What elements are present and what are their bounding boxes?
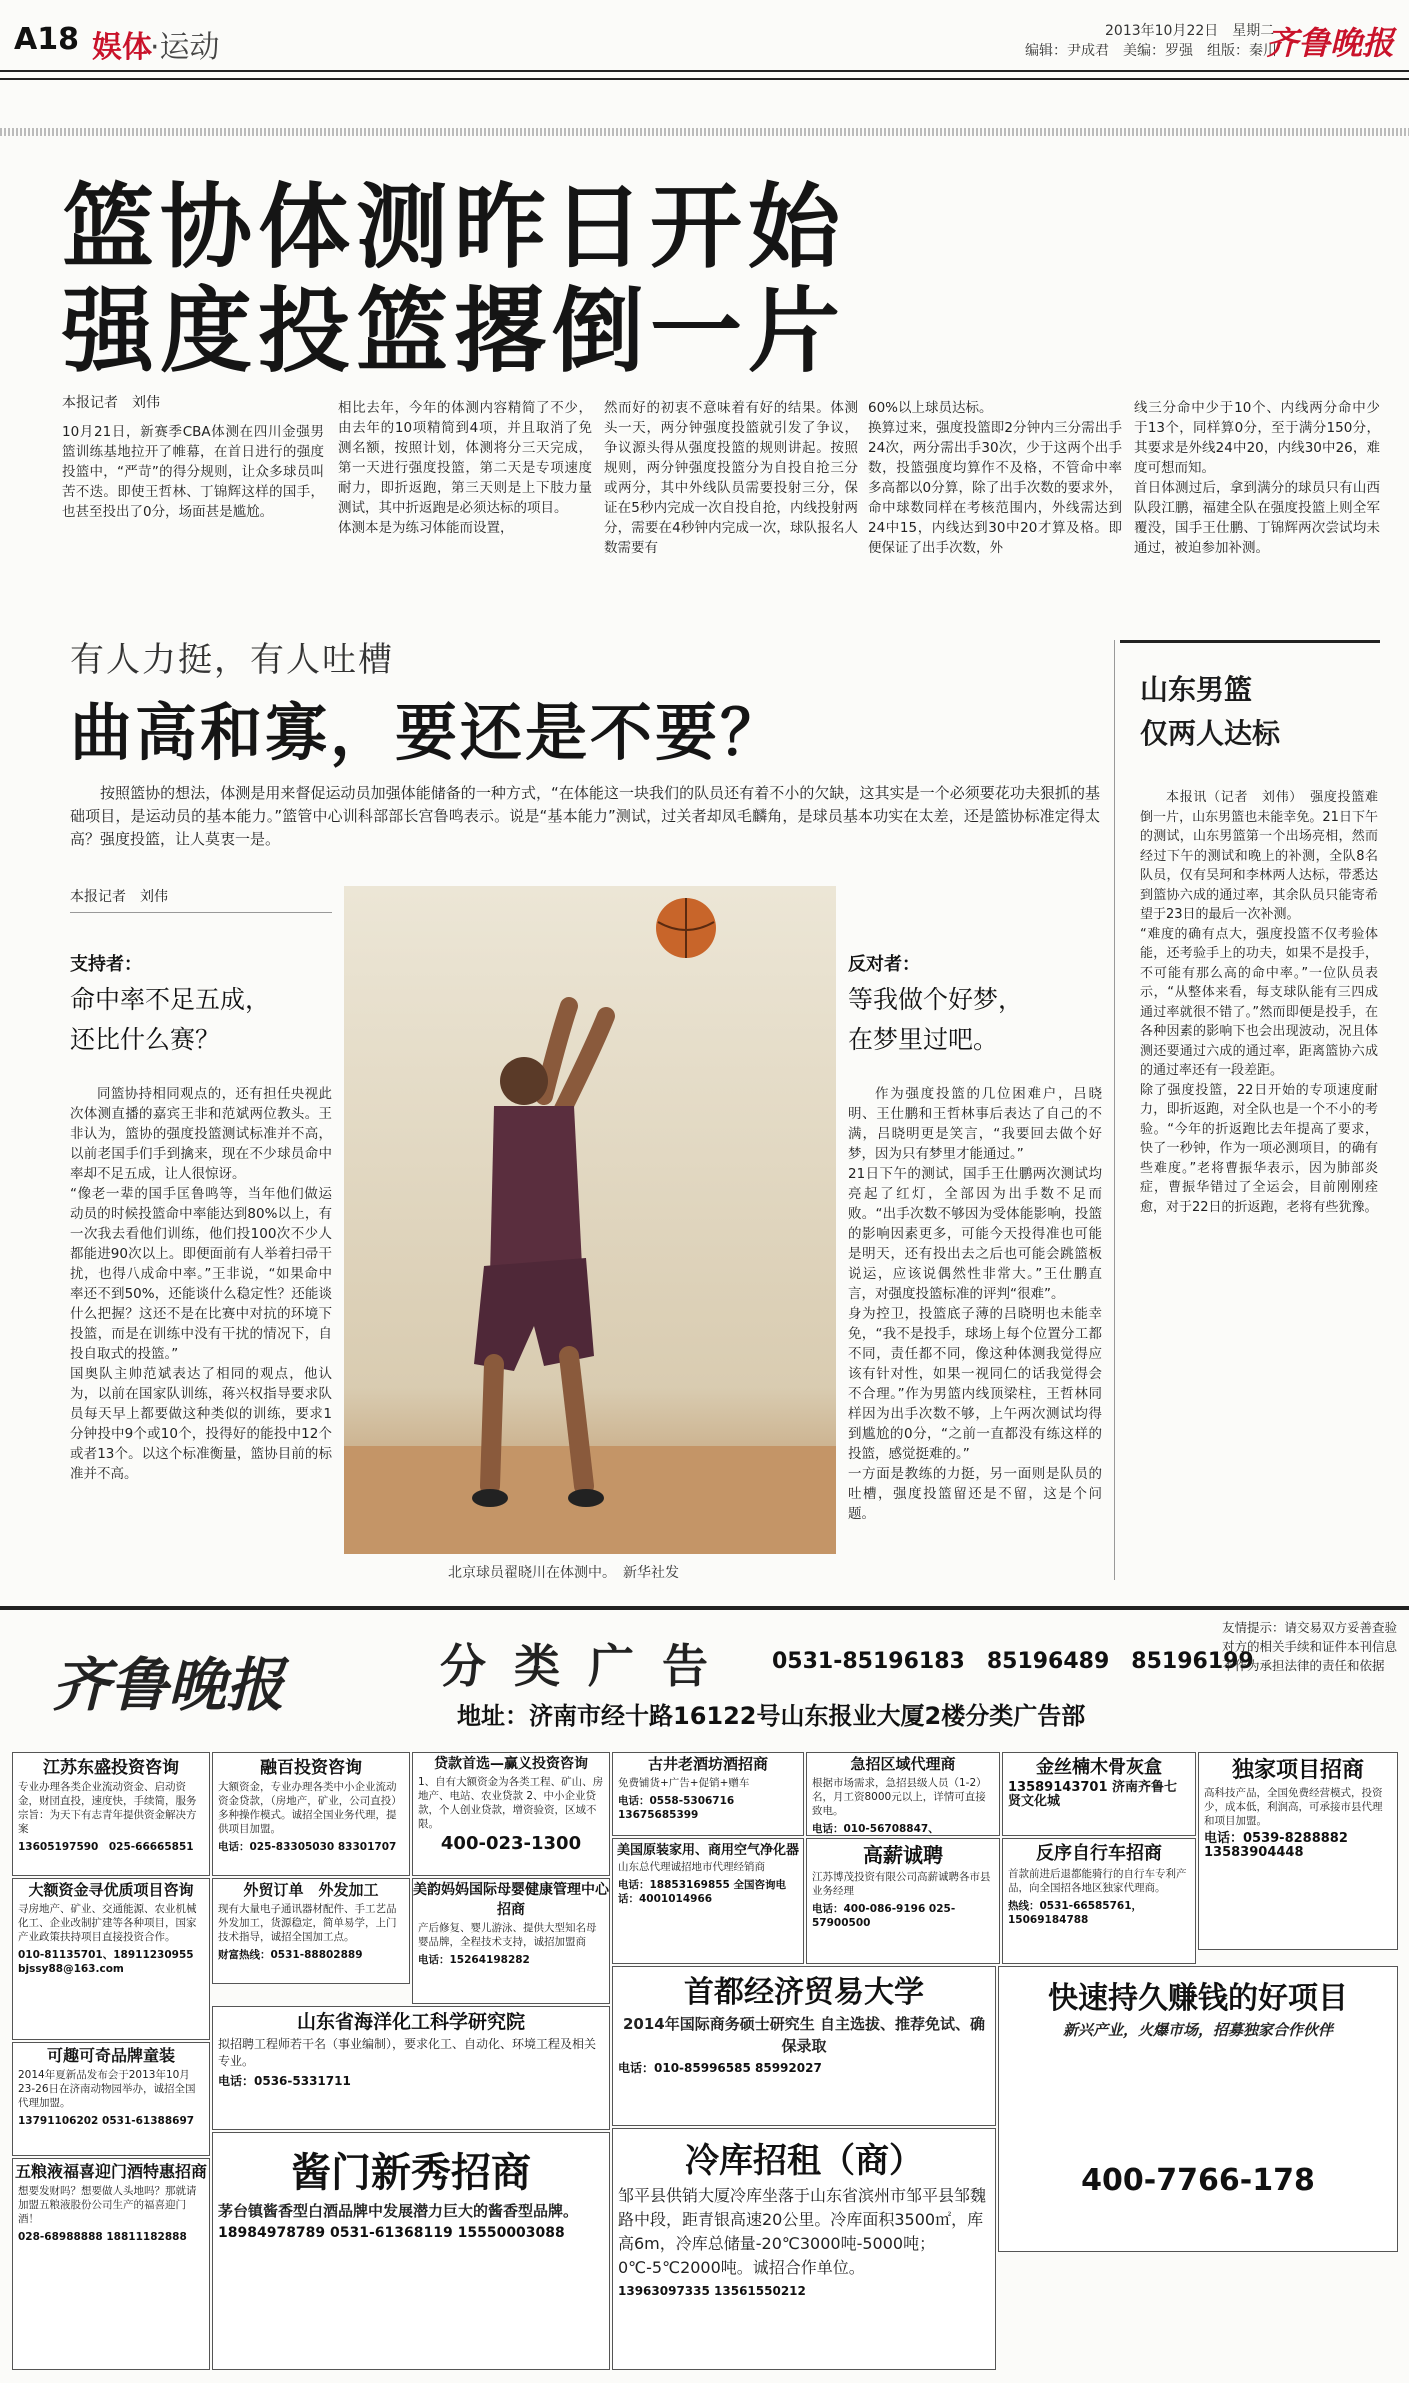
side-title	[1140, 668, 1280, 756]
supporter-label: 支持者：	[70, 954, 142, 975]
main-col-1: 10月21日，新赛季CBA体测在四川金强男篮训练基地拉开了帷幕，在首日进行的强度投篮中，“严苛”的得分规则，让众多球员叫苦不迭。即使王哲林、丁锦辉这样的国手，也甚至投出了0分，场面甚是尴尬。	[62, 424, 324, 520]
main-headline	[62, 176, 846, 384]
classified-title: 分 类 广 告	[440, 1639, 715, 1693]
ad-rongbai[interactable]: 融百投资咨询 大额资金，专业办理各类中小企业流动资金贷款，（房地产，矿业，公司直投）多种操作模式。诚招全国业务代理，提供项目加盟。 电话：025-83305030 83301707	[212, 1752, 410, 1876]
player-photo	[344, 886, 836, 1554]
ad-urgent-agent[interactable]: 急招区域代理商 根据市场需求，急招县级人员（1-2）名，月工资8000元以上，详情可直接致电。 电话：010-56708847、	[806, 1752, 1000, 1836]
opponent-quote-line1: 等我做个好梦，	[848, 985, 1024, 1014]
supporter-text: 同篮协持相同观点的，还有担任央视此次体测直播的嘉宾王非和范斌两位教头。王非认为，篮协的强度投篮测试标准并不高，以前老国手们手到擒来，现在不少球员命中率却不足五成，让人很惊讶。 “像老一辈的国手匡鲁鸣等，当年他们做运动员的时候投篮命中率能达到80%以上，有一次我去看他们训练，他们投100次不少人都能进90次以上。即便面前有人举着扫帚干扰，也得八成命中率。”王非说，“如果命中率还不到50%，还能谈什么稳定性？还能谈什么把握？这还不是在比赛中对抗的环境下投篮，而是在训练中没有干扰的情况下，自投自取式的投篮。” 国奥队主帅范斌表达了相同的观点，他认为，以前在国家队训练，蒋兴权指导要求队员每天早上都要做这种类似的训练，要求1分钟投中9个或10个，投得好的能投中12个或者13个。以这个标准衡量，篮协目前的标准并不高。	[70, 1086, 332, 1482]
ad-cueb[interactable]: 首都经济贸易大学 2014年国际商务硕士研究生 自主选拔、推荐免试、确保录取 电话：010-85996585 85992027	[612, 1966, 996, 2126]
ad-jiangmen[interactable]: 酱门新秀招商 茅台镇酱香型白酒品牌中发展潜力巨大的酱香型品牌。 18984978789 0531-61368119 15550003088	[212, 2132, 610, 2370]
main-col-2: 相比去年，今年的体测内容精简了不少，由去年的10项精简到4项，并且取消了免测名额，按照计划，体测将分三天完成，第一天进行强度投篮，第二天是专项速度耐力，即折返跑，第三天则是上下肢力量测试，其中折返跑是必须达标的项目。 体测本是为练习体能而设置，	[338, 400, 592, 536]
opponent-quote-line2: 在梦里过吧。	[848, 1025, 999, 1054]
ad-exclusive-project[interactable]: 独家项目招商 高科技产品，全国免费经营模式，投资少，成本低，利润高，可承接市县代理和项目加盟。 电话：0539-8288882 13583904448	[1198, 1752, 1398, 1950]
ad-marine-chem[interactable]: 山东省海洋化工科学研究院 拟招聘工程师若干名（事业编制），要求化工、自动化、环境工程及相关专业。 电话：0536-5331711	[212, 2006, 610, 2130]
ad-big-capital[interactable]: 大额资金寻优质项目咨询 寻房地产、矿业、交通能源、农业机械化工、企业改制扩建等各种项目，国家产业政策扶持项目直接投资合作。 010-81135701、18911230955 bjssy88@163.com	[12, 1878, 210, 2040]
side-title-line2: 仅两人达标	[1140, 717, 1281, 750]
main-col-4: 60%以上球员达标。 换算过来，强度投篮即2分钟内三分需出手24次，两分需出手30次，少于这两个出手数，投篮强度均算作不及格，不管命中率多高都以0分算，除了出手次数的要求外，命中球数同样在考核范围内，外线需达到24中15，内线达到30中20才算及格。即便保证了出手次数，外	[868, 400, 1122, 556]
classified-logo-box	[12, 1624, 402, 1742]
side-title-line1: 山东男篮	[1140, 673, 1253, 706]
supporter-quote-line2: 还比什么赛？	[70, 1025, 221, 1054]
opponent-text: 作为强度投篮的几位困难户，吕晓明、王仕鹏和王哲林事后表达了自己的不满，吕晓明更是笑言，“我要回去做个好梦，因为只有梦里才能通过。” 21日下午的测试，国手王仕鹏两次测试均亮起了红灯，全部因为出手数不足而败。“出手次数不够因为受体能影响，投篮的影响因素更多，可能今天投得准也可能是明天，还有投出去之后也可能会跳篮板说运，应该说偶然性非常大。”王仕鹏直言，对强度投篮标准的评判“很难”。 身为控卫，投篮底子薄的吕晓明也未能幸免，“我不是投手，球场上每个位置分工都不同，责任都不同，像这种体测我觉得应该有针对性，如果一视同仁的话我觉得会不合理。”作为男篮内线顶梁柱，王哲林同样因为出手次数不够，上午两次测试均得到尴尬的0分，“之前一直都没有练这样的投篮，感觉挺难的。” 一方面是教练的力挺，另一面则是队员的吐槽，强度投篮留还是不留，这是个问题。	[848, 1086, 1102, 1522]
main-col-5: 线三分命中少于10个、内线两分命中少于13个，同样算0分，至于满分150分，其要求是外线24中20，内线30中26，难度可想而知。 首日体测过后，拿到满分的球员只有山西队段江鹏，福建全队在强度投篮上则全军覆没，国手王仕鹏、丁锦辉两次尝试均未通过，被迫参加补测。	[1134, 400, 1380, 556]
main-headline-line1: 篮协体测昨日开始	[62, 174, 847, 281]
ad-air-purifier[interactable]: 美国原装家用、商用空气净化器 山东总代理诚招地市代理经销商 电话：18853169855 全国咨询电话：4001014966	[612, 1838, 804, 1964]
opponent-quote	[848, 980, 1023, 1060]
second-lead: 按照篮协的想法，体测是用来督促运动员加强体能储备的一种方式，“在体能这一块我们的队员还有着不小的欠缺，这其实是一个必须要花功夫狠抓的基础项目，是运动员的基本能力。”篮管中心训科部部长宫鲁鸣表示。说是“基本能力”测试，过关者却凤毛麟角，是球员基本功实在太差，还是篮协标准定得太高？强度投篮，让人莫衷一是。	[70, 784, 1100, 848]
ad-foreign-trade[interactable]: 外贸订单 外发加工 现有大量电子通讯器材配件、手工艺品外发加工，货源稳定，简单易学，上门技术指导，诚招全国加工点。 财富热线：0531-88802889	[212, 1878, 410, 1984]
section-sub: ·运动	[150, 30, 220, 65]
ad-meiyun-mama[interactable]: 美韵妈妈国际母婴健康管理中心招商 产后修复、婴儿游泳、提供大型知名母婴品牌，全程技术支持，诚招加盟商 电话：15264198282	[412, 1878, 610, 2004]
ads-rule	[0, 1606, 1409, 1610]
ad-jiangsu-dongsheng[interactable]: 江苏东盛投资咨询 专业办理各类企业流动资金、启动资金，财団直投，速度快，手续简，服务宗旨：为天下有志青年提供资金解决方案 13605197590 025-66665851	[12, 1752, 210, 1876]
side-rule	[1120, 640, 1380, 643]
ad-wuliangye[interactable]: 五粮液福喜迎门酒特惠招商 想要发财吗？想要做人头地吗？那就请加盟五粮液股份公司生产的福喜迎门酒！ 028-68988888 18811182888	[12, 2158, 210, 2370]
supporter-quote	[70, 980, 270, 1060]
divider	[70, 912, 332, 913]
side-text: 本报讯（记者 刘伟） 强度投篮难倒一片，山东男篮也未能幸免。21日下午的测试，山东男篮第一个出场亮相，然而经过下午的测试和晚上的补测，全队8名队员，仅有吴珂和李林两人达标，带悉达到篮协六成的通过率，其余队员只能寄希望于23日的最后一次补测。 “难度的确有点大，强度投篮不仅考验体能，还考验手上的功夫，如果不是投手，不可能有那么高的命中率。”一位队员表示，“从整体来看，每支球队能有三四成通过率就很不错了。”然而即便是投手，在各种因素的影响下也会出现波动，况且体测还要通过六成的通过率，距离篮协六成的通过率还有一段差距。 除了强度投篮，22日开始的专项速度耐力，即折返跑，对全队也是一个不小的考验。“今年的折返跑比去年提高了要求，快了一秒钟，作为一项必测项目，的确有些难度。”老将曹振华表示，因为肺部炎症，曹振华错过了全运会，目前刚刚痊愈，对于22日的折返跑，老将有些犹豫。	[1140, 790, 1378, 1215]
ad-yingyi[interactable]: 贷款首选—赢义投资咨询 1、自有大额资金为各类工程、矿山、房地产、电站、农业贷款 2、中小企业贷款，个人创业贷款，增资验资，区域不限。 400-023-1300	[412, 1752, 610, 1876]
newspaper-logo: 齐鲁晚报	[1266, 24, 1395, 62]
ad-reverse-bike[interactable]: 反序自行车招商 首款前进后退都能骑行的自行车专利产品，向全国招各地区独家代理商。 热线：0531-66585761，15069184788	[1002, 1838, 1196, 1964]
ad-gujing[interactable]: 古井老酒坊酒招商 免费铺货+广告+促销+赠车 电话：0558-5306716 13675685399	[612, 1752, 804, 1836]
photo-caption: 北京球员翟晓川在体测中。 新华社发	[448, 1565, 679, 1581]
editors-line: 编辑：尹成君 美编：罗强 组版：秦川	[1025, 43, 1277, 59]
classified-tip: 友情提示：请交易双方妥善查验对方的相关手续和证件本刊信息不作为承担法律的责任和依据	[1222, 1620, 1398, 1673]
classified-header	[12, 1618, 1397, 1746]
ad-grid	[12, 1752, 1397, 2372]
player-photo-image	[344, 886, 836, 1554]
section-name: 娱体	[92, 30, 152, 65]
second-headline: 曲高和寡，要还是不要？	[70, 696, 786, 769]
ad-keqi-kids[interactable]: 可趣可奇品牌童装 2014年夏新品发布会于2013年10月23-26日在济南动物园举办，诚招全国代理加盟。 13791106202 0531-61388697	[12, 2042, 210, 2156]
decorative-band	[0, 128, 1409, 136]
classified-address: 地址：济南市经十路16122号山东报业大厦2楼分类广告部	[457, 1702, 1086, 1730]
main-col-3: 然而好的初衷不意味着有好的结果。体测头一天，两分钟强度投篮就引发了争议，争议源头得从强度投篮的规则讲起。按照规则，两分钟强度投篮分为自投自抢三分或两分，其中外线队员需要投射三分，保证在5秒内完成一次自投自抢，内线投射两分，需要在4秒钟内完成一次，球队报名人数需要有	[604, 400, 858, 556]
opponent-label: 反对者：	[848, 954, 920, 975]
second-byline: 本报记者 刘伟	[70, 889, 168, 905]
issue-date: 2013年10月22日 星期二	[1105, 23, 1275, 39]
side-divider	[1114, 640, 1115, 1580]
main-byline: 本报记者 刘伟	[62, 395, 160, 411]
classified-phones: 0531-85196183 85196489 85196199	[772, 1649, 1254, 1674]
ad-nanmu[interactable]: 金丝楠木骨灰盒 13589143701 济南齐鲁七贤文化城	[1002, 1752, 1196, 1836]
second-subhead: 有人力挺，有人吐槽	[70, 640, 394, 680]
ad-high-salary[interactable]: 高薪诚聘 江苏博茂投资有限公司高薪诚聘各市县业务经理 电话：400-086-9196 025-57900500	[806, 1838, 1000, 1964]
classified-logo: 齐鲁晚报	[52, 1651, 285, 1719]
ad-quick-profit[interactable]: 快速持久赚钱的好项目 新兴产业，火爆市场，招募独家合作伙伴 400-7766-178	[998, 1966, 1398, 2252]
page-number: A18	[14, 22, 79, 57]
ad-cold-storage[interactable]: 冷库招租（商） 邹平县供销大厦冷库坐落于山东省滨州市邹平县邹魏路中段，距青银高速20公里。冷库面积3500㎡，库高6m，冷库总储量-20℃3000吨-5000吨；0℃-5℃2000吨。诚招合作单位。 13963097335 13561550212	[612, 2128, 996, 2370]
main-headline-line2: 强度投篮撂倒一片	[62, 278, 847, 385]
header-rule	[0, 70, 1409, 80]
page-header	[0, 0, 1409, 70]
supporter-quote-line1: 命中率不足五成，	[70, 985, 271, 1014]
